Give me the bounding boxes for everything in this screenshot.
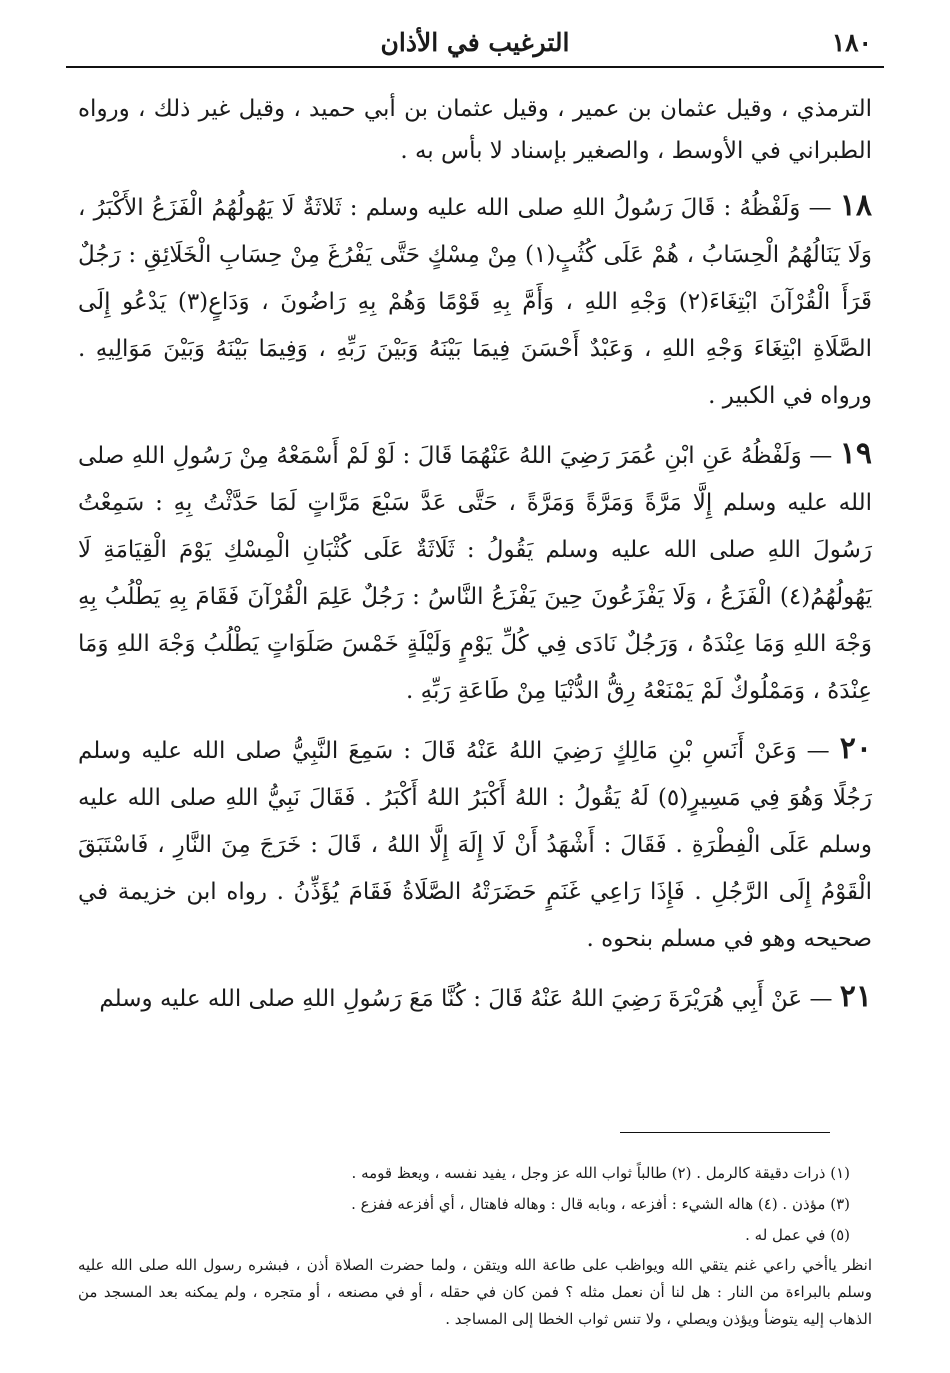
hadith-number: ٢٠ [839, 731, 872, 766]
hadith-text: وَعَنْ أَنَسِ بْنِ مَالِكٍ رَضِيَ اللهُ عَنْهُ قَالَ : سَمِعَ النَّبِيُّ صلى الله عليه وسلم رَجُلًا وَهُوَ فِي مَسِيرٍ(٥) لَهُ يَقُولُ : اللهُ أَكْبَرُ اللهُ أَكْبَرُ . فَقَالَ نَبِيُّ اللهِ صلى الله عليه وسلم عَلَى الْفِطْرَةِ . فَقَالَ : أَشْهَدُ أَنْ لَا إِلَهَ إِلَّا اللهُ ، قَالَ : خَرَجَ مِنَ النَّارِ ، فَاسْتَبَقَ الْقَوْمُ إِلَى الرَّجُلِ . فَإِذَا رَاعِي غَنَمٍ حَضَرَتْهُ الصَّلَاةُ فَقَامَ يُؤَذِّنُ . رواه ابن خزيمة في صحيحه وهو في مسلم بنحوه . [78, 738, 872, 952]
hadith-18: ١٨ — وَلَفْظُهُ : قَالَ رَسُولُ اللهِ صلى الله عليه وسلم : ثَلاثَةٌ لَا يَهُولُهُمُ الْفَزَعُ الأَكْبَرُ ، وَلَا يَنَالُهُمُ الْحِسَابُ ، هُمْ عَلَى كُثُبٍ(١) مِنْ مِسْكٍ حَتَّى يَفْرُغَ مِنْ حِسَابِ الْخَلَائِقِ : رَجُلٌ قَرَأَ الْقُرْآنَ ابْتِغَاءَ(٢) وَجْهِ اللهِ ، وَأَمَّ بِهِ قَوْمًا وَهُمْ بِهِ رَاضُونَ ، وَدَاعٍ(٣) يَدْعُو إِلَى الصَّلَاةِ ابْتِغَاءَ وَجْهِ اللهِ ، وَعَبْدٌ أَحْسَنَ فِيمَا بَيْنَهُ وَبَيْنَ رَبِّهِ ، وَفِيمَا بَيْنَهُ وَبَيْنَ مَوَالِيهِ . ورواه في الكبير . [78, 188, 873, 409]
hadith-20: ٢٠ — وَعَنْ أَنَسِ بْنِ مَالِكٍ رَضِيَ اللهُ عَنْهُ قَالَ : سَمِعَ النَّبِيُّ صلى الله عليه وسلم رَجُلًا وَهُوَ فِي مَسِيرٍ(٥) لَهُ يَقُولُ : اللهُ أَكْبَرُ اللهُ أَكْبَرُ . فَقَالَ نَبِيُّ اللهِ صلى الله عليه وسلم عَلَى الْفِطْرَةِ . فَقَالَ : أَشْهَدُ أَنْ لَا إِلَهَ إِلَّا اللهُ ، قَالَ : خَرَجَ مِنَ النَّارِ ، فَاسْتَبَقَ الْقَوْمُ إِلَى الرَّجُلِ . فَإِذَا رَاعِي غَنَمٍ حَضَرَتْهُ الصَّلَاةُ فَقَامَ يُؤَذِّنُ . رواه ابن خزيمة في صحيحه وهو في مسلم بنحوه . [78, 731, 872, 952]
hadith-21: ٢١ — عَنْ أَبِي هُرَيْرَةَ رَضِيَ اللهُ عَنْهُ قَالَ : كُنَّا مَعَ رَسُولِ اللهِ صلى الله عليه وسلم [99, 979, 872, 1014]
hadith-number: ٢١ [839, 979, 872, 1014]
page-header [78, 22, 872, 66]
intro-paragraph: الترمذي ، وقيل عثمان بن عمير ، وقيل عثمان بن أبي حميد ، وقيل غير ذلك ، ورواه الطبراني في الأوسط ، والصغير بإسناد لا بأس به . [78, 96, 872, 164]
footnote-row: (٣) مؤذن . (٤) هاله الشيء : أفزعه ، وبابه قال : وهاله فاهتال ، أي أفزعه ففزع . [351, 1195, 850, 1213]
hadith-19: ١٩ — وَلَفْظُهُ عَنِ ابْنِ عُمَرَ رَضِيَ اللهُ عَنْهُمَا قَالَ : لَوْ لَمْ أَسْمَعْهُ مِنْ رَسُولِ اللهِ صلى الله عليه وسلم إِلَّا مَرَّةً وَمَرَّةً وَمَرَّةً ، حَتَّى عَدَّ سَبْعَ مَرَّاتٍ لَمَا حَدَّثْتُ بِهِ : سَمِعْتُ رَسُولَ اللهِ صلى الله عليه وسلم يَقُولُ : ثَلَاثَةٌ عَلَى كُثْبَانِ الْمِسْكِ يَوْمَ الْقِيَامَةِ لَا يَهُولُهُمُ(٤) الْفَزَعُ ، وَلَا يَفْزَعُونَ حِينَ يَفْزَعُ النَّاسُ : رَجُلٌ عَلِمَ الْقُرْآنَ فَقَامَ بِهِ يَطْلُبُ بِهِ وَجْهَ اللهِ وَمَا عِنْدَهُ ، وَرَجُلٌ نَادَى فِي كُلِّ يَوْمٍ وَلَيْلَةٍ خَمْسَ صَلَوَاتٍ يَطْلُبُ وَجْهَ اللهِ وَمَا عِنْدَهُ ، وَمَمْلُوكٌ لَمْ يَمْنَعْهُ رِقُّ الدُّنْيَا مِنْ طَاعَةِ رَبِّهِ . [78, 436, 873, 704]
hadith-number: ١٨ [839, 188, 873, 223]
page-number: ١٨٠ [831, 28, 872, 57]
footnote-row: (٥) في عمل له . [745, 1226, 850, 1244]
hadith-text: عَنْ أَبِي هُرَيْرَةَ رَضِيَ اللهُ عَنْهُ قَالَ : كُنَّا مَعَ رَسُولِ اللهِ صلى الله عليه وسلم [99, 986, 803, 1012]
main-text [78, 88, 872, 1033]
header-divider [66, 66, 884, 68]
footnotes [110, 1158, 850, 1251]
hadith-number: ١٩ [839, 436, 873, 471]
hadith-text: وَلَفْظُهُ عَنِ ابْنِ عُمَرَ رَضِيَ اللهُ عَنْهُمَا قَالَ : لَوْ لَمْ أَسْمَعْهُ مِنْ رَسُولِ اللهِ صلى الله عليه وسلم إِلَّا مَرَّةً وَمَرَّةً وَمَرَّةً ، حَتَّى عَدَّ سَبْعَ مَرَّاتٍ لَمَا حَدَّثْتُ بِهِ : سَمِعْتُ رَسُولَ اللهِ صلى الله عليه وسلم يَقُولُ : ثَلَاثَةٌ عَلَى كُثْبَانِ الْمِسْكِ يَوْمَ الْقِيَامَةِ لَا يَهُولُهُمُ(٤) الْفَزَعُ ، وَلَا يَفْزَعُونَ حِينَ يَفْزَعُ النَّاسُ : رَجُلٌ عَلِمَ الْقُرْآنَ فَقَامَ بِهِ يَطْلُبُ بِهِ وَجْهَ اللهِ وَمَا عِنْدَهُ ، وَرَجُلٌ نَادَى فِي كُلِّ يَوْمٍ وَلَيْلَةٍ خَمْسَ صَلَوَاتٍ يَطْلُبُ وَجْهَ اللهِ وَمَا عِنْدَهُ ، وَمَمْلُوكٌ لَمْ يَمْنَعْهُ رِقُّ الدُّنْيَا مِنْ طَاعَةِ رَبِّهِ . [78, 443, 872, 704]
hadith-text: وَلَفْظُهُ : قَالَ رَسُولُ اللهِ صلى الله عليه وسلم : ثَلاثَةٌ لَا يَهُولُهُمُ الْفَزَعُ الأَكْبَرُ ، وَلَا يَنَالُهُمُ الْحِسَابُ ، هُمْ عَلَى كُثُبٍ(١) مِنْ مِسْكٍ حَتَّى يَفْرُغَ مِنْ حِسَابِ الْخَلَائِقِ : رَجُلٌ قَرَأَ الْقُرْآنَ ابْتِغَاءَ(٢) وَجْهِ اللهِ ، وَأَمَّ بِهِ قَوْمًا وَهُمْ بِهِ رَاضُونَ ، وَدَاعٍ(٣) يَدْعُو إِلَى الصَّلَاةِ ابْتِغَاءَ وَجْهِ اللهِ ، وَعَبْدٌ أَحْسَنَ فِيمَا بَيْنَهُ وَبَيْنَ رَبِّهِ ، وَفِيمَا بَيْنَهُ وَبَيْنَ مَوَالِيهِ . ورواه في الكبير . [78, 195, 872, 409]
running-title: الترغيب في الأذان [380, 28, 570, 57]
footnote-row: (١) ذرات دقيقة كالرمل . (٢) طالباً ثواب الله عز وجل ، يفيد نفسه ، ويعظ قومه . [351, 1164, 850, 1182]
footnote-divider [620, 1132, 830, 1133]
footnote-commentary: انظر ياأخي راعي غنم يتقي الله ويواظب على طاعة الله ويتقن ، ولما حضرت الصلاة أذن ، فبشره رسول الله صلى الله عليه وسلم بالبراءة من النار : هل لنا أن نعمل مثله ؟ فمن كان في حقله ، أو في مصنعه ، أو متجره ، ولم يمكنه بعد المسجد من الذهاب إليه يتوضأ ويؤذن ويصلي ، ولا تنس ثواب الخطا إلى المساجد . [78, 1256, 872, 1328]
